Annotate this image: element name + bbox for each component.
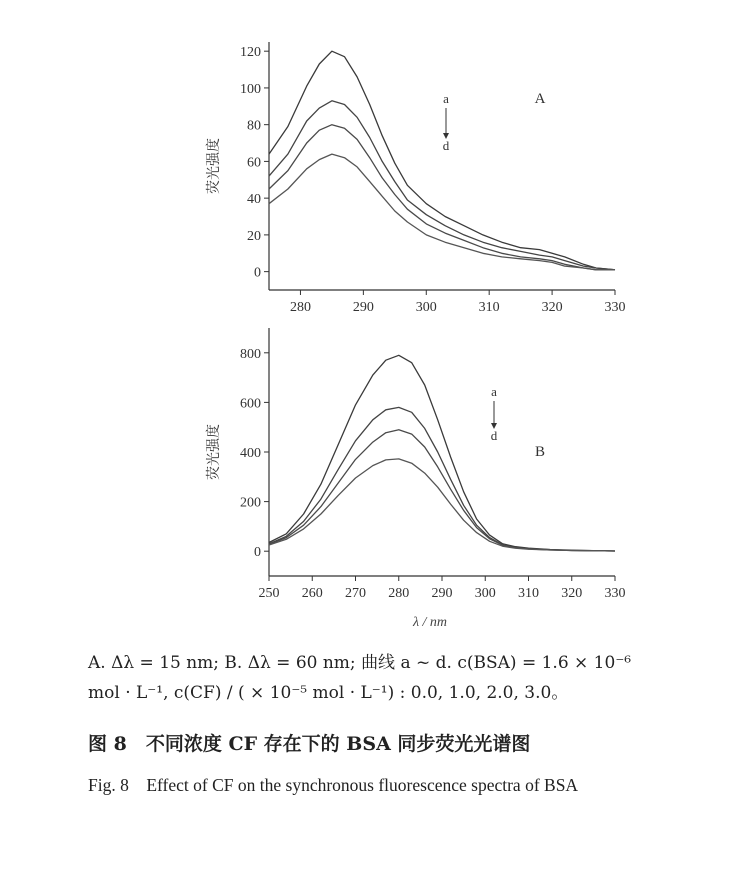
x-tick-label: 280 bbox=[388, 586, 410, 601]
series-line-c bbox=[269, 430, 615, 551]
y-tick-label: 60 bbox=[247, 155, 261, 171]
chart-panel-a bbox=[205, 42, 626, 315]
series-line-a bbox=[269, 51, 615, 270]
y-tick-label: 120 bbox=[240, 45, 261, 61]
x-tick-label: 260 bbox=[301, 586, 323, 601]
series-line-d bbox=[269, 459, 615, 551]
y-axis-label: 荧光强度 bbox=[206, 424, 222, 480]
series-line-b bbox=[269, 101, 615, 270]
series-line-d bbox=[269, 154, 615, 270]
caption-notes bbox=[88, 648, 728, 708]
x-tick-label: 290 bbox=[352, 300, 374, 315]
x-tick-label: 270 bbox=[345, 586, 366, 601]
y-tick-label: 800 bbox=[240, 346, 261, 362]
x-tick-label: 300 bbox=[415, 300, 437, 315]
x-tick-label: 320 bbox=[561, 586, 583, 601]
y-tick-label: 0 bbox=[254, 265, 261, 281]
x-tick-label: 250 bbox=[258, 586, 280, 601]
x-tick-label: 330 bbox=[604, 586, 626, 601]
y-tick-label: 80 bbox=[247, 118, 261, 134]
caption-line-2: mol · L⁻¹, c(CF) / ( × 10⁻⁵ mol · L⁻¹) : 0.0, 1.0, 2.0, 3.0。 bbox=[88, 683, 569, 703]
arrow-label-top: a bbox=[491, 384, 497, 399]
x-tick-label: 330 bbox=[604, 300, 626, 315]
x-axis-label: λ / nm bbox=[412, 615, 448, 630]
x-tick-label: 320 bbox=[541, 300, 563, 315]
x-tick-label: 300 bbox=[474, 586, 496, 601]
y-tick-label: 600 bbox=[240, 396, 261, 412]
caption-line-1: A. Δλ = 15 nm; B. Δλ = 60 nm; 曲线 a ~ d. c(BSA) = 1.6 × 10⁻⁶ bbox=[88, 653, 632, 673]
x-tick-label: 290 bbox=[431, 586, 453, 601]
arrow-label-bottom: d bbox=[442, 138, 450, 153]
y-tick-label: 0 bbox=[254, 545, 261, 561]
arrow-label-top: a bbox=[443, 91, 449, 106]
chart-panel-b bbox=[205, 328, 626, 630]
x-tick-label: 310 bbox=[518, 586, 539, 601]
x-tick-label: 310 bbox=[478, 300, 500, 315]
figure-title-en: Fig. 8 Effect of CF on the synchronous fluorescence spectra of BSA bbox=[88, 775, 579, 795]
y-tick-label: 200 bbox=[240, 495, 261, 511]
figure-title-cn: 图 8 不同浓度 CF 存在下的 BSA 同步荧光光谱图 bbox=[88, 733, 531, 755]
y-tick-label: 100 bbox=[240, 81, 261, 97]
series-line-b bbox=[269, 407, 615, 551]
y-tick-label: 20 bbox=[247, 228, 261, 244]
panel-label: A bbox=[534, 91, 546, 107]
y-tick-label: 400 bbox=[240, 446, 261, 461]
y-axis-label: 荧光强度 bbox=[206, 138, 222, 194]
x-tick-label: 280 bbox=[289, 300, 311, 315]
panel-label: B bbox=[534, 444, 546, 460]
arrow-label-bottom: d bbox=[490, 428, 498, 443]
y-tick-label: 40 bbox=[247, 192, 261, 208]
series-line-a bbox=[269, 355, 615, 551]
